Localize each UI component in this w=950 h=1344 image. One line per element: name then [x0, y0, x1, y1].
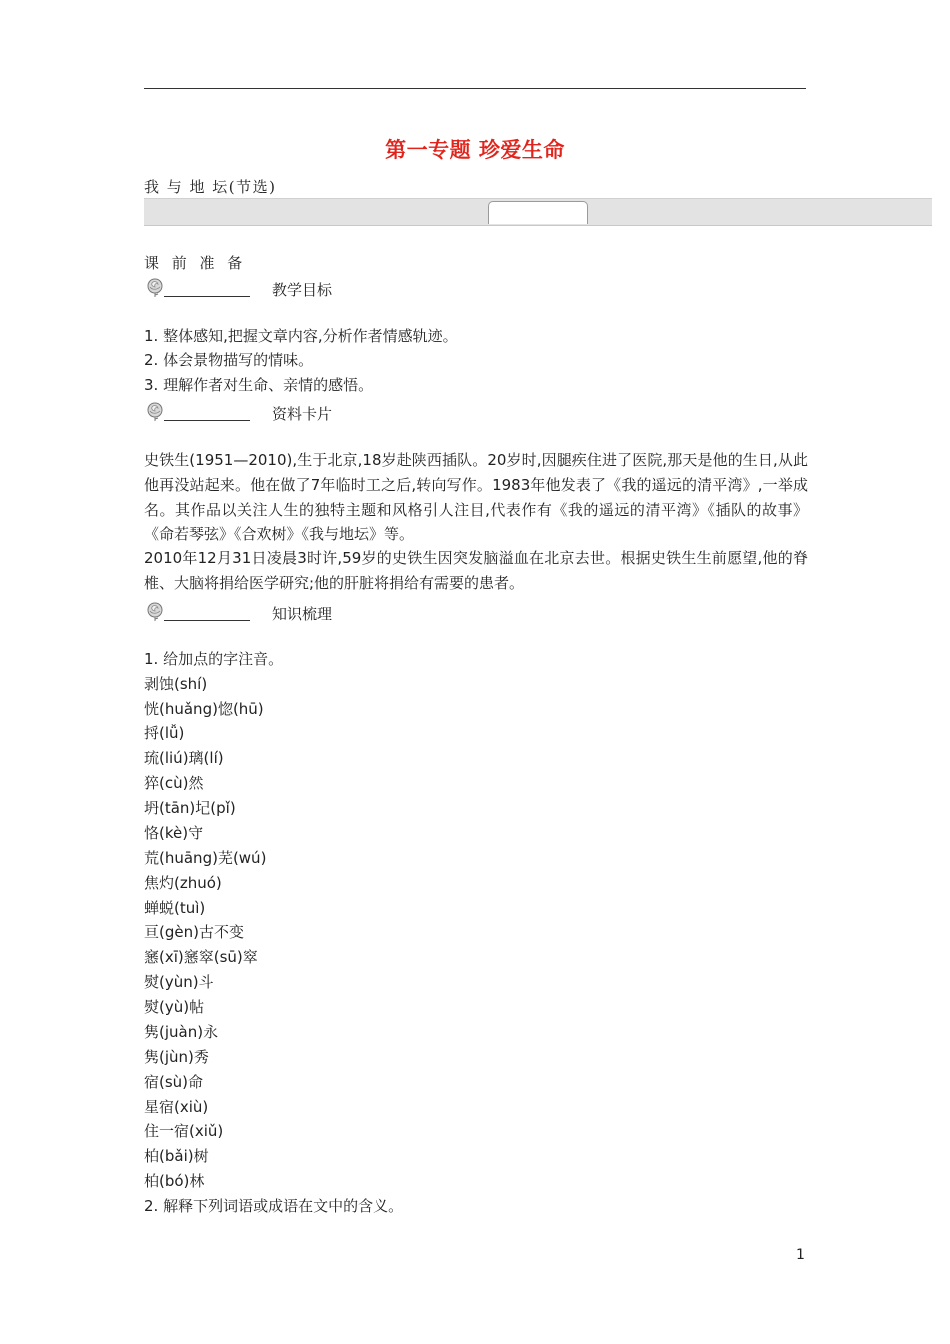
pinyin-item: 熨(yùn)斗: [144, 973, 214, 991]
pinyin-item: 窸(xī)窸窣(sū)窣: [144, 948, 258, 966]
pinyin-item: 星宿(xiù): [144, 1098, 209, 1116]
pinyin-item: 隽(jùn)秀: [144, 1048, 209, 1066]
goal-item: 2. 体会景物描写的情味。: [144, 351, 314, 369]
sub-heading-label: 教学目标: [272, 281, 333, 299]
rose-icon: [144, 276, 166, 298]
goal-item: 3. 理解作者对生命、亲情的感悟。: [144, 376, 374, 394]
pinyin-item: 柏(bǎi)树: [144, 1147, 209, 1165]
pinyin-item: 隽(juàn)永: [144, 1023, 219, 1041]
pinyin-item: 荒(huāng)芜(wú): [144, 849, 267, 867]
pinyin-item: 琉(liú)璃(lí): [144, 749, 224, 767]
pinyin-item: 蝉蜕(tuì): [144, 899, 206, 917]
sub-heading-underline: [164, 296, 250, 297]
pinyin-item: 坍(tān)圮(pǐ): [144, 799, 236, 817]
pinyin-item: 猝(cù)然: [144, 774, 204, 792]
section-heading: 课 前 准 备: [144, 254, 247, 272]
sub-heading-label: 资料卡片: [272, 405, 333, 423]
bio-paragraph: 2010年12月31日凌晨3时许,59岁的史铁生因突发脑溢血在北京去世。根据史铁生生前愿望,他的脊椎、大脑将捐给医学研究;他的肝脏将捐给有需要的患者。: [144, 549, 808, 592]
question-2: 2. 解释下列词语或成语在文中的含义。: [144, 1197, 404, 1215]
rose-icon: [144, 400, 166, 422]
sub-heading-label: 知识梳理: [272, 605, 333, 623]
tab-button[interactable]: [488, 201, 588, 224]
bio-paragraph: 史铁生(1951—2010),生于北京,18岁赴陕西插队。20岁时,因腿疾住进了医院,那天是他的生日,从此他再没站起来。他在做了7年临时工之后,转向写作。1983年他发表了《我的遥远的清平湾》,一举成名。其作品以关注人生的独特主题和风格引人注目,代表作有《我的遥远的清平湾》《插队的故事》《命若琴弦》《合欢树》《我与地坛》等。: [144, 451, 808, 544]
question-1: 1. 给加点的字注音。: [144, 650, 284, 668]
pinyin-item: 宿(sù)命: [144, 1073, 204, 1091]
pinyin-item: 剥蚀(shí): [144, 675, 208, 693]
pinyin-item: 亘(gèn)古不变: [144, 923, 244, 941]
goal-item: 1. 整体感知,把握文章内容,分析作者情感轨迹。: [144, 327, 458, 345]
lesson-subtitle: 我 与 地 坛(节选): [144, 178, 277, 196]
pinyin-item: 焦灼(zhuó): [144, 874, 222, 892]
page-title: 第一专题 珍爱生命: [385, 137, 565, 162]
pinyin-item: 柏(bó)林: [144, 1172, 205, 1190]
page-number: 1: [796, 1247, 805, 1263]
pinyin-item: 住一宿(xiǔ): [144, 1122, 224, 1140]
header-rule: [144, 88, 806, 89]
rose-icon: [144, 600, 166, 622]
pinyin-item: 恍(huǎng)惚(hū): [144, 700, 264, 718]
sub-heading-underline: [164, 420, 250, 421]
pinyin-item: 恪(kè)守: [144, 824, 204, 842]
pinyin-item: 熨(yù)帖: [144, 998, 205, 1016]
sub-heading-underline: [164, 620, 250, 621]
pinyin-item: 捋(lǚ): [144, 724, 185, 742]
